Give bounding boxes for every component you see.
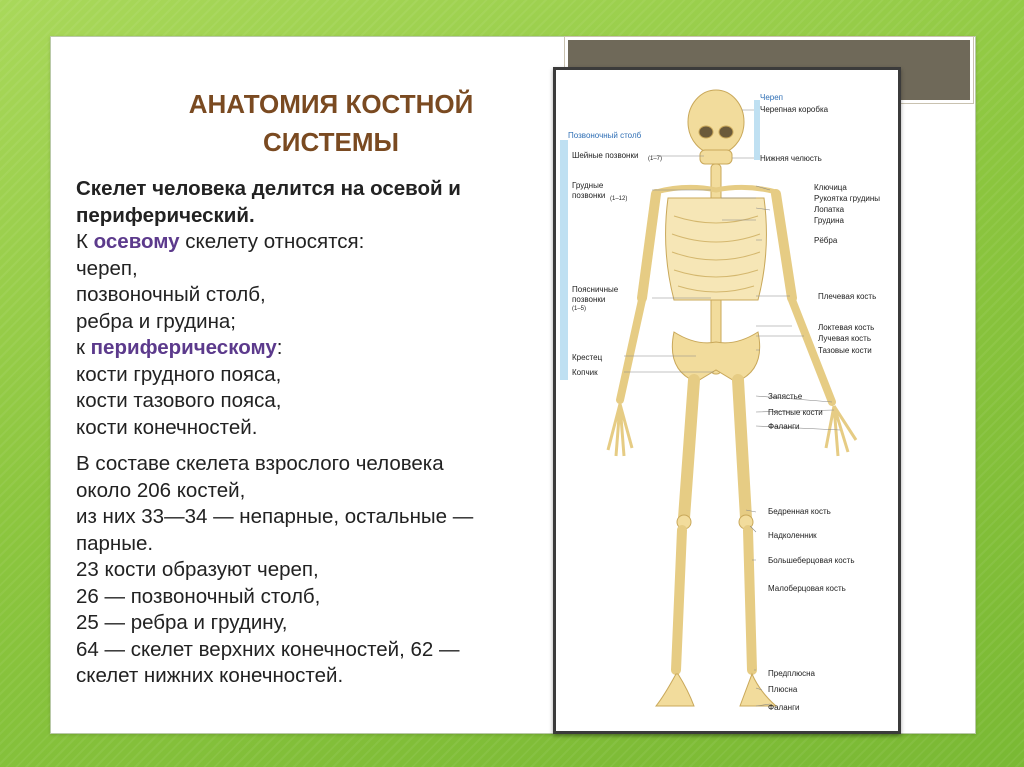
skeleton-figure bbox=[553, 67, 901, 734]
left-femur-shape bbox=[684, 380, 694, 518]
skeleton-illustration bbox=[556, 70, 898, 731]
label-cranium: Черепная коробка bbox=[760, 105, 829, 114]
label-thoracic-2: позвонки bbox=[572, 191, 606, 200]
label-fibula: Малоберцовая кость bbox=[768, 584, 846, 593]
label-pelvis: Тазовые кости bbox=[818, 346, 872, 355]
right-hand-shape bbox=[826, 406, 856, 456]
left-tibia-shape bbox=[676, 530, 682, 670]
label-scapula: Лопатка bbox=[814, 205, 845, 214]
label-patella: Надколенник bbox=[768, 531, 817, 540]
label-sternum: Грудина bbox=[814, 216, 844, 225]
label-carpals: Запястье bbox=[768, 392, 803, 401]
right-tibia-shape bbox=[748, 530, 752, 670]
label-phalanges-hand: Фаланги bbox=[768, 422, 800, 431]
eye-socket bbox=[699, 126, 713, 138]
peripheral-item: кости конечностей. bbox=[76, 415, 258, 439]
label-metacarpals: Пястные кости bbox=[768, 408, 823, 417]
axial-suffix: скелету относятся: bbox=[179, 230, 365, 253]
label-thoracic-range: (1–12) bbox=[610, 196, 628, 202]
label-cervical-range: (1–7) bbox=[648, 156, 663, 162]
jaw-shape bbox=[700, 150, 732, 164]
label-phalanges-foot: Фаланги bbox=[768, 703, 800, 712]
body-text bbox=[76, 176, 546, 690]
facts-paragraph bbox=[76, 451, 546, 690]
axial-prefix: К bbox=[76, 230, 94, 253]
label-cervical: Шейные позвонки bbox=[572, 151, 639, 160]
label-humerus: Плечевая кость bbox=[818, 292, 877, 301]
label-tarsals: Предплюсна bbox=[768, 669, 816, 678]
peripheral-prefix: к bbox=[76, 336, 91, 359]
fact-line: 26 — позвоночный столб, bbox=[76, 584, 321, 608]
label-coccyx: Копчик bbox=[572, 368, 598, 377]
peripheral-line bbox=[76, 335, 546, 362]
label-tibia: Большеберцовая кость bbox=[768, 556, 855, 565]
peripheral-item: кости грудного пояса, bbox=[76, 362, 282, 386]
label-ulna: Локтевая кость bbox=[818, 323, 875, 332]
fact-line: скелет нижних конечностей. bbox=[76, 664, 344, 687]
axial-highlight: осевому bbox=[93, 230, 180, 253]
left-humerus-shape bbox=[642, 194, 656, 298]
title-line-2: СИСТЕМЫ bbox=[263, 127, 399, 157]
label-lumbar-1: Поясничные bbox=[572, 285, 619, 294]
fact-line: из них 33—34 — непарные, остальные — bbox=[76, 505, 474, 528]
label-manubrium: Рукоятка грудины bbox=[814, 194, 881, 203]
fact-line: парные. bbox=[76, 531, 154, 555]
intro-line-1: Скелет человека делится на осевой и bbox=[76, 177, 461, 200]
label-sacrum: Крестец bbox=[572, 353, 603, 362]
label-ribs: Рёбра bbox=[814, 236, 838, 245]
label-radius: Лучевая кость bbox=[818, 334, 871, 343]
label-femur: Бедренная кость bbox=[768, 507, 831, 516]
axial-item: ребра и грудина; bbox=[76, 309, 237, 333]
title-line-1: АНАТОМИЯ КОСТНОЙ bbox=[188, 89, 474, 119]
label-thoracic-1: Грудные bbox=[572, 181, 604, 190]
fact-line: В составе скелета взрослого человека bbox=[76, 452, 444, 475]
fact-line: 23 кости образуют череп, bbox=[76, 558, 319, 581]
label-mandible: Нижняя челюсть bbox=[760, 154, 822, 163]
fact-line: 25 — ребра и грудину, bbox=[76, 611, 288, 634]
label-metatarsals: Плюсна bbox=[768, 685, 798, 694]
right-humerus-shape bbox=[776, 194, 792, 298]
ribcage-shape bbox=[666, 198, 767, 300]
eye-socket bbox=[719, 126, 733, 138]
axial-line bbox=[76, 229, 546, 256]
label-lumbar-2: позвонки bbox=[572, 295, 606, 304]
left-forearm-shape bbox=[620, 300, 642, 400]
axial-item: позвоночный столб, bbox=[76, 283, 266, 306]
slide-title bbox=[141, 85, 521, 161]
label-skull: Череп bbox=[760, 93, 784, 102]
spine-bracket bbox=[560, 140, 568, 380]
label-clavicle: Ключица bbox=[814, 183, 847, 192]
intro-line-2: периферический. bbox=[76, 203, 255, 227]
axial-item: череп, bbox=[76, 256, 138, 280]
right-femur-shape bbox=[738, 380, 746, 518]
label-lumbar-range: (1–5) bbox=[572, 306, 587, 312]
peripheral-highlight: периферическому bbox=[90, 336, 277, 359]
fact-line: 64 — скелет верхних конечностей, 62 — bbox=[76, 637, 460, 661]
peripheral-suffix: : bbox=[276, 336, 283, 359]
left-hand-shape bbox=[608, 404, 632, 456]
label-spine: Позвоночный столб bbox=[568, 131, 642, 140]
peripheral-item: кости тазового пояса, bbox=[76, 389, 282, 412]
left-foot-shape bbox=[656, 674, 694, 706]
fact-line: около 206 костей, bbox=[76, 478, 246, 502]
skull-shape bbox=[688, 90, 744, 154]
